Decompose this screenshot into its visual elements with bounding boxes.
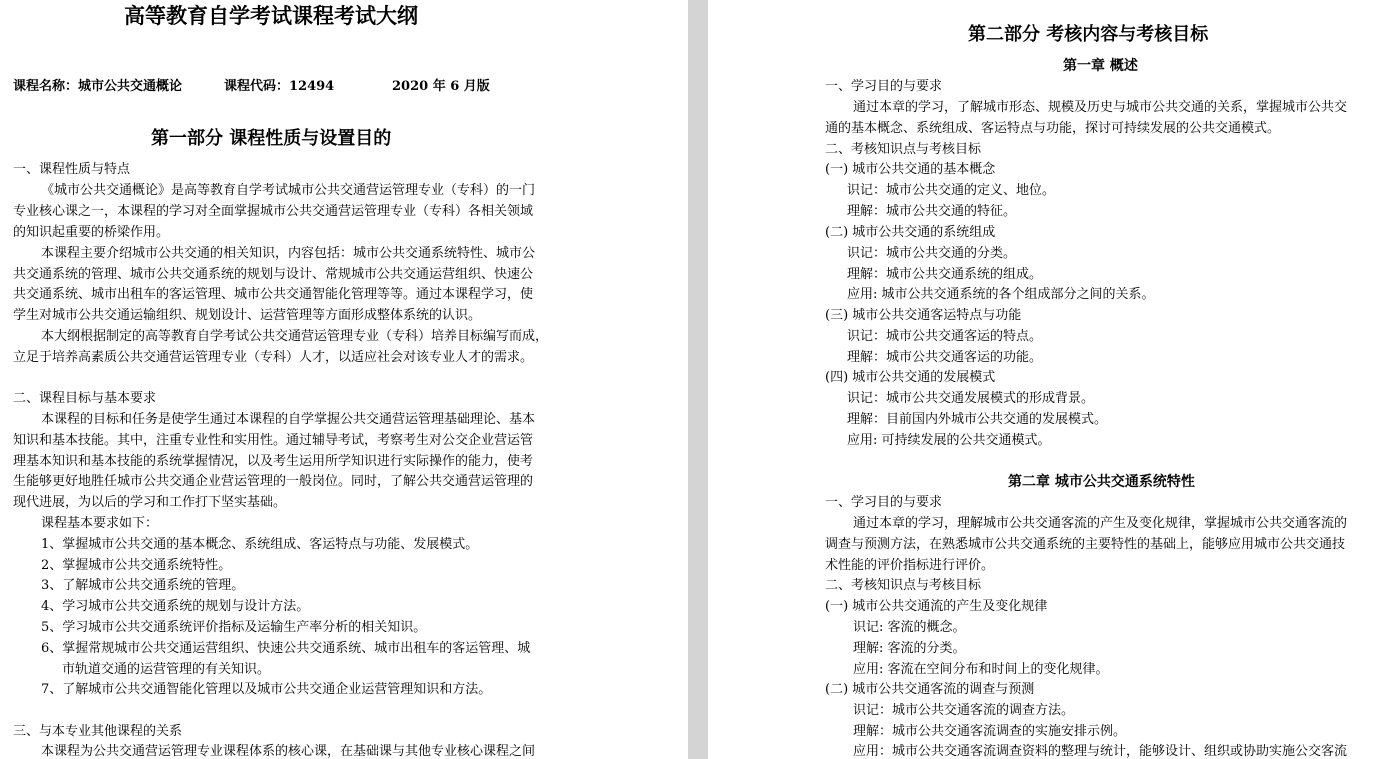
subsection-heading: (一) 城市公共交通的基本概念 <box>825 162 996 177</box>
paragraph-line: 现代进展，为以后的学习和工作打下坚实基础。 <box>13 495 287 510</box>
paragraph-line: 通的基本概念、系统组成、客运特点与功能，探讨可持续发展的公共交通模式。 <box>825 121 1281 136</box>
paragraph-line: 课程基本要求如下： <box>41 516 159 531</box>
list-item: 1、掌握城市公共交通的基本概念、系统组成、客运特点与功能、发展模式。 <box>41 537 479 552</box>
page-right <box>708 0 1383 759</box>
page-gutter <box>688 0 708 759</box>
list-item: 应用：城市公共交通客流调查资料的整理与统计，能够设计、组织或协助实施公交客流 <box>853 744 1348 759</box>
subsection-heading: (三) 城市公共交通客运特点与功能 <box>825 308 1022 323</box>
list-item: 理解：城市公共交通客流调查的实施安排示例。 <box>853 724 1127 739</box>
paragraph-line: 调查与预测方法，在熟悉城市公共交通系统的主要特性的基础上，能够应用城市公共交通技 <box>825 537 1346 552</box>
subsection-heading: (四) 城市公共交通的发展模式 <box>825 370 996 385</box>
paragraph-line: 《城市公共交通概论》是高等教育自学考试城市公共交通营运管理专业（专科）的一门 <box>41 183 536 198</box>
paragraph-line: 生能够更好地胜任城市公共交通企业营运管理的一般岗位。同时，了解公共交通营运管理的 <box>13 474 534 489</box>
part1-heading: 第一部分 课程性质与设置目的 <box>151 128 392 149</box>
list-item: 应用: 城市公共交通系统的各个组成部分之间的关系。 <box>847 287 1155 302</box>
list-item: 3、了解城市公共交通系统的管理。 <box>41 578 245 593</box>
list-item: 识记：城市公共交通的定义、地位。 <box>847 183 1056 198</box>
list-item: 识记：城市公共交通客运的特点。 <box>847 329 1043 344</box>
list-item: 应用: 客流在空间分布和时间上的变化规律。 <box>853 662 1109 677</box>
subsection-heading: (二) 城市公共交通客流的调查与预测 <box>825 682 1035 697</box>
section-heading: 二、课程目标与基本要求 <box>13 391 157 406</box>
list-item: 理解：城市公共交通的特征。 <box>847 204 1017 219</box>
paragraph-line: 立足于培养高素质公共交通营运管理专业（专科）人才，以适应社会对该专业人才的需求。 <box>13 350 534 365</box>
course-name: 课程名称：城市公共交通概论 <box>13 79 183 94</box>
list-item: 应用: 可持续发展的公共交通模式。 <box>847 433 1051 448</box>
list-item: 理解：目前国内外城市公共交通的发展模式。 <box>847 412 1108 427</box>
section-heading: 一、课程性质与特点 <box>13 162 131 177</box>
paragraph-line: 术性能的评价指标进行评价。 <box>825 558 995 573</box>
paragraph-line: 的知识起重要的桥梁作用。 <box>13 225 170 240</box>
list-item: 4、学习城市公共交通系统的规划与设计方法。 <box>41 599 310 614</box>
document-title: 高等教育自学考试课程考试大纲 <box>124 3 418 28</box>
part2-heading: 第二部分 考核内容与考核目标 <box>968 24 1209 45</box>
paragraph-line: 通过本章的学习，理解城市公共交通客流的产生及变化规律，掌握城市公共交通客流的 <box>853 516 1348 531</box>
list-item: 识记：城市公共交通的分类。 <box>847 246 1017 261</box>
section-heading: 二、考核知识点与考核目标 <box>825 142 982 157</box>
chapter1-heading: 第一章 概述 <box>1063 58 1138 74</box>
list-item: 理解：城市公共交通客运的功能。 <box>847 350 1043 365</box>
paragraph-line: 共交通系统的管理、城市公共交通系统的规划与设计、常规城市公共交通运营组织、快速公 <box>13 267 534 282</box>
section-heading: 一、学习目的与要求 <box>825 79 943 94</box>
page-left <box>0 0 688 759</box>
list-item: 7、了解城市公共交通智能化管理以及城市公共交通企业运营管理知识和方法。 <box>41 682 492 697</box>
paragraph-line: 本课程的目标和任务是使学生通过本课程的自学掌握公共交通营运管理基础理论、基本 <box>41 412 536 427</box>
chapter2-heading: 第二章 城市公共交通系统特性 <box>1008 474 1195 490</box>
list-item: 识记：城市公共交通客流的调查方法。 <box>853 703 1075 718</box>
list-item: 理解: 客流的分类。 <box>853 641 966 656</box>
subsection-heading: (二) 城市公共交通的系统组成 <box>825 225 996 240</box>
subsection-heading: (一) 城市公共交通流的产生及变化规律 <box>825 599 1048 614</box>
paragraph-line: 知识和基本技能。其中，注重专业性和实用性。通过辅导考试，考察考生对公交企业营运管 <box>13 433 534 448</box>
section-heading: 一、学习目的与要求 <box>825 495 943 510</box>
paragraph-line: 理基本知识和基本技能的系统掌握情况，以及考生运用所学知识进行实际操作的能力，使考 <box>13 454 534 469</box>
list-item: 5、学习城市公共交通系统评价指标及运输生产率分析的相关知识。 <box>41 620 427 635</box>
list-item: 理解：城市公共交通系统的组成。 <box>847 267 1043 282</box>
list-item: 6、掌握常规城市公共交通运营组织、快速公共交通系统、城市出租车的客运管理、城 <box>41 641 531 656</box>
paragraph-line: 本大纲根据制定的高等教育自学考试公共交通营运管理专业（专科）培养目标编写而成， <box>41 329 549 344</box>
paragraph-line: 本课程为公共交通营运管理专业课程体系的核心课，在基础课与其他专业核心课程之间 <box>41 744 536 759</box>
list-item: 识记: 客流的概念。 <box>853 620 966 635</box>
section-heading: 三、与本专业其他课程的关系 <box>13 724 183 739</box>
course-code: 课程代码：12494 <box>224 79 335 94</box>
list-item: 市轨道交通的运营管理的有关知识。 <box>62 662 271 677</box>
paragraph-line: 专业核心课之一，本课程的学习对全面掌握城市公共交通营运管理专业（专科）各相关领域 <box>13 204 534 219</box>
paragraph-line: 通过本章的学习，了解城市形态、规模及历史与城市公共交通的关系，掌握城市公共交 <box>853 100 1348 115</box>
paragraph-line: 学生对城市公共交通运输组织、规划设计、运营管理等方面形成整体系统的认识。 <box>13 308 482 323</box>
paragraph-line: 本课程主要介绍城市公共交通的相关知识，内容包括：城市公共交通系统特性、城市公 <box>41 246 536 261</box>
list-item: 识记：城市公共交通发展模式的形成背景。 <box>847 391 1095 406</box>
list-item: 2、掌握城市公共交通系统特性。 <box>41 558 232 573</box>
paragraph-line: 共交通系统、城市出租车的客运管理、城市公共交通智能化管理等等。通过本课程学习，使 <box>13 287 534 302</box>
edition: 2020 年 6 月版 <box>392 79 490 94</box>
section-heading: 二、考核知识点与考核目标 <box>825 578 982 593</box>
